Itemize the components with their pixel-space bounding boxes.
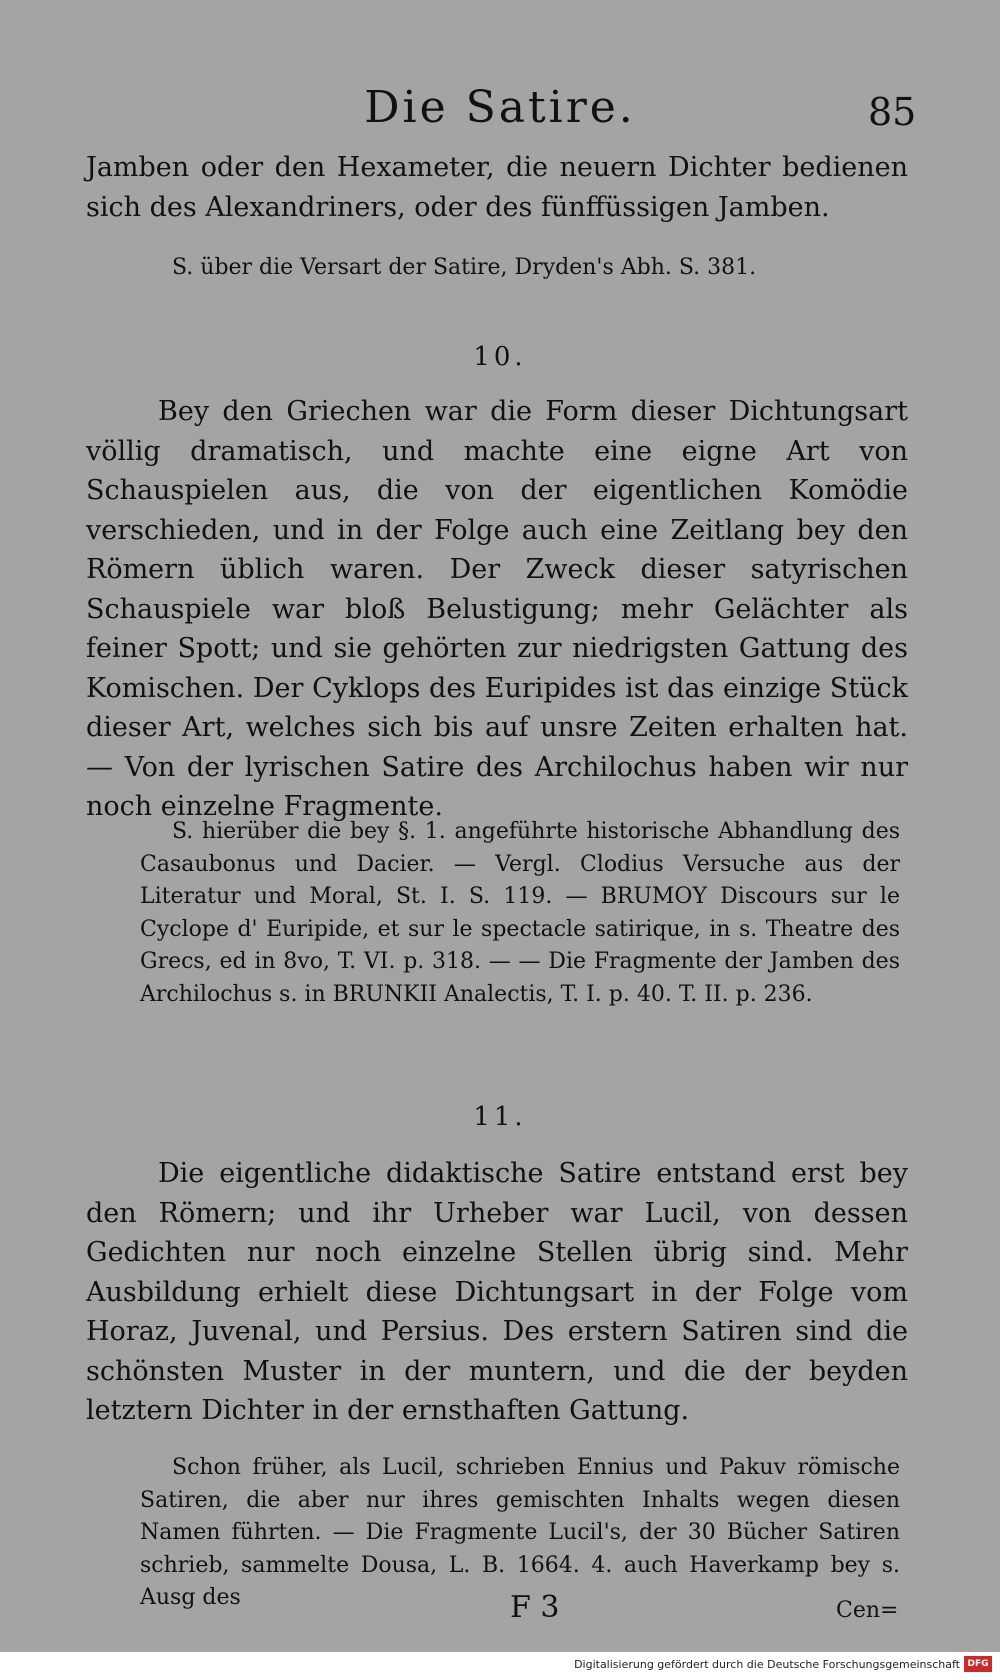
footnote-versart: S. über die Versart der Satire, Dryden's Abh. S. 381.	[172, 255, 757, 280]
paragraph-section-10: Bey den Griechen war die Form dieser Dichtungsart völlig dramatisch, und machte eine eigne Art von Schauspielen aus, die von der eigentlichen Komödie verschieden, und in der Folge auch eine Zeitlang bey den Römern üblich waren. Der Zweck dieser satyrischen Schauspiele war bloß Belustigung; mehr Gelächter als feiner Spott; und sie gehörten zur niedrigsten Gattung des Komischen. Der Cyklops des Euripides ist das einzige Stück dieser Art, welches sich bis auf unsre Zeiten erhalten hat. — Von der lyrischen Satire des Archilochus haben wir nur noch einzelne Fragmente.	[86, 396, 908, 822]
page-title: Die Satire.	[364, 82, 636, 133]
dfg-logo-icon: DFG	[964, 1656, 992, 1672]
page-number: 85	[868, 90, 917, 134]
digitization-credit: Digitalisierung gefördert durch die Deutsche Forschungsgemeinschaft	[574, 1658, 960, 1671]
section-number-11: 11.	[473, 1102, 527, 1132]
paragraph-continuation: Jamben oder den Hexameter, die neuern Dichter bedienen sich des Alexandriners, oder des fünffüssigen Jamben.	[86, 152, 908, 223]
paragraph-section-11: Die eigentliche didaktische Satire entstand erst bey den Römern; und ihr Urheber war Lucil, von dessen Gedichten nur noch einzelne Stellen übrig sind. Mehr Ausbildung erhielt diese Dichtungsart in der Folge vom Horaz, Juvenal, und Persius. Des erstern Satiren sind die schönsten Muster in der muntern, und die der beyden letztern Dichter in der ernsthaften Gattung.	[86, 1158, 908, 1426]
catchword: Cen=	[836, 1598, 899, 1623]
section-number-10: 10.	[473, 342, 527, 372]
signature-mark: F 3	[510, 1590, 560, 1625]
footnote-casaubonus: S. hierüber die bey §. 1. angeführte historische Abhandlung des Casaubonus und Dacier. — Vergl. Clodius Versuche aus der Literatur und Moral, St. I. S. 119. — BRUMOY Discours sur le Cyclope d' Euripide, et sur le spectacle satirique, in s. Theatre des Grecs, ed in 8vo, T. VI. p. 318. — — Die Fragmente der Jamben des Archilochus s. in BRUNKII Analectis, T. I. p. 40. T. II. p. 236.	[140, 819, 900, 1007]
footnote-lucil: Schon früher, als Lucil, schrieben Ennius und Pakuv römische Satiren, die aber nur ihres gemischten Inhalts wegen diesen Namen führten. — Die Fragmente Lucil's, der 30 Bücher Satiren schrieb, sammelte Dousa, L. B. 1664. 4. auch Haverkamp bey s. Ausg des	[140, 1455, 900, 1610]
